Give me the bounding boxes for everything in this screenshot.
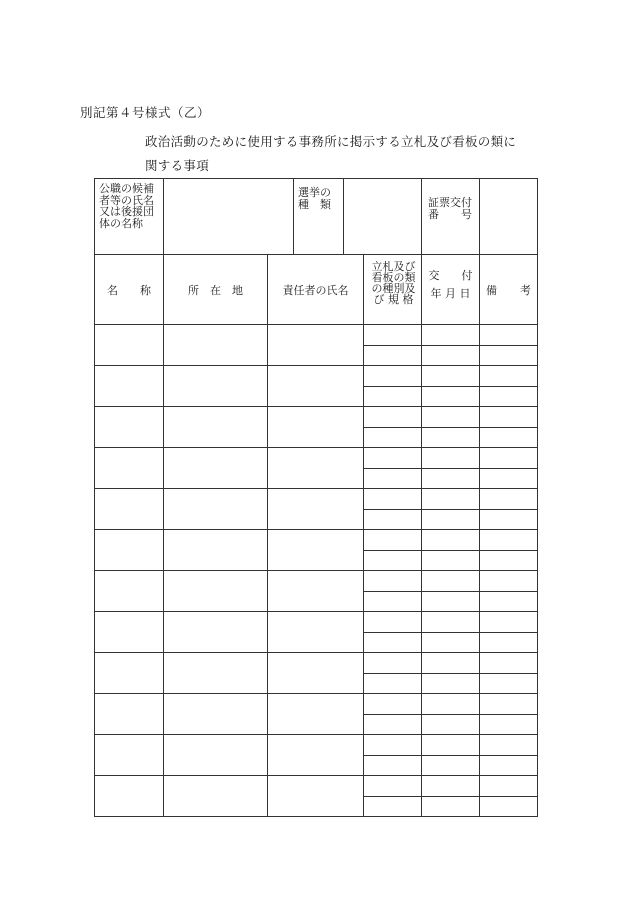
entry-name-cell[interactable] [95, 571, 164, 612]
entry-name-cell[interactable] [95, 407, 164, 448]
entry-kind-cell[interactable] [364, 366, 422, 387]
column-date-header: 交 付 年 月 日 [422, 255, 480, 325]
entry-kind-cell[interactable] [364, 489, 422, 510]
entry-note-cell[interactable] [480, 366, 538, 387]
entry-note-cell[interactable] [480, 591, 538, 612]
entry-location-cell[interactable] [164, 694, 268, 735]
entry-responsible-cell[interactable] [268, 448, 364, 489]
entry-note-cell[interactable] [480, 612, 538, 633]
entry-kind-cell[interactable] [364, 776, 422, 797]
entry-name-cell[interactable] [95, 612, 164, 653]
certificate-number-field[interactable] [480, 179, 538, 255]
election-type-label: 選挙の 種 類 [294, 179, 344, 255]
table-row [95, 694, 538, 715]
table-row [95, 325, 538, 346]
entry-name-cell[interactable] [95, 694, 164, 735]
entry-date-cell[interactable] [422, 673, 480, 694]
entry-location-cell[interactable] [164, 407, 268, 448]
entry-date-cell[interactable] [422, 345, 480, 366]
entry-location-cell[interactable] [164, 735, 268, 776]
form-title-line-1: 政治活動のために使用する事務所に掲示する立札及び看板の類に [145, 134, 517, 149]
candidate-name-label: 公職の候補 者等の氏名 又は後援団 体の名称 [95, 179, 164, 255]
entry-kind-cell[interactable] [364, 653, 422, 674]
entry-location-cell[interactable] [164, 489, 268, 530]
entry-date-cell[interactable] [422, 653, 480, 674]
entry-date-cell[interactable] [422, 591, 480, 612]
entry-date-cell[interactable] [422, 325, 480, 346]
entry-note-cell[interactable] [480, 386, 538, 407]
entry-note-cell[interactable] [480, 714, 538, 735]
entry-kind-cell[interactable] [364, 468, 422, 489]
entry-note-cell[interactable] [480, 776, 538, 797]
entry-kind-cell[interactable] [364, 735, 422, 756]
entry-note-cell[interactable] [480, 468, 538, 489]
column-responsible-header: 責任者の氏名 [268, 255, 364, 325]
entry-date-cell[interactable] [422, 407, 480, 428]
entry-date-cell[interactable] [422, 530, 480, 551]
table-row [95, 571, 538, 592]
column-kind-header: 立札及び 看板の類 の種別及 び 規 格 [364, 255, 422, 325]
column-name-header: 名 称 [95, 255, 164, 325]
entry-date-cell[interactable] [422, 468, 480, 489]
entry-name-cell[interactable] [95, 448, 164, 489]
entry-date-cell[interactable] [422, 386, 480, 407]
entry-name-cell[interactable] [95, 530, 164, 571]
entry-note-cell[interactable] [480, 653, 538, 674]
entry-date-cell[interactable] [422, 448, 480, 469]
table-row [95, 366, 538, 387]
entry-kind-cell[interactable] [364, 796, 422, 817]
entry-note-cell[interactable] [480, 735, 538, 756]
table-row [95, 612, 538, 633]
entry-note-cell[interactable] [480, 694, 538, 715]
entry-note-cell[interactable] [480, 448, 538, 469]
candidate-name-field[interactable] [164, 179, 294, 255]
entry-kind-cell[interactable] [364, 673, 422, 694]
entry-date-cell[interactable] [422, 735, 480, 756]
entry-responsible-cell[interactable] [268, 530, 364, 571]
entry-name-cell[interactable] [95, 325, 164, 366]
entry-note-cell[interactable] [480, 427, 538, 448]
entry-responsible-cell[interactable] [268, 612, 364, 653]
entry-note-cell[interactable] [480, 530, 538, 551]
entry-kind-cell[interactable] [364, 407, 422, 428]
entry-note-cell[interactable] [480, 632, 538, 653]
entry-date-cell[interactable] [422, 509, 480, 530]
entry-location-cell[interactable] [164, 325, 268, 366]
entry-date-cell[interactable] [422, 612, 480, 633]
entry-location-cell[interactable] [164, 366, 268, 407]
form-number: 別記第４号様式（乙） [80, 105, 211, 120]
entry-responsible-cell[interactable] [268, 571, 364, 612]
entry-kind-cell[interactable] [364, 345, 422, 366]
entry-kind-cell[interactable] [364, 571, 422, 592]
entry-responsible-cell[interactable] [268, 325, 364, 366]
entry-kind-cell[interactable] [364, 550, 422, 571]
entry-kind-cell[interactable] [364, 632, 422, 653]
entry-kind-cell[interactable] [364, 591, 422, 612]
entry-note-cell[interactable] [480, 325, 538, 346]
entry-date-cell[interactable] [422, 489, 480, 510]
table-row [95, 489, 538, 510]
entry-note-cell[interactable] [480, 571, 538, 592]
table-row [95, 735, 538, 756]
entry-location-cell[interactable] [164, 530, 268, 571]
table-row [95, 776, 538, 797]
form-title-line-2: 関する事項 [145, 158, 210, 173]
entry-responsible-cell[interactable] [268, 735, 364, 776]
entry-note-cell[interactable] [480, 673, 538, 694]
entry-kind-cell[interactable] [364, 755, 422, 776]
entry-location-cell[interactable] [164, 612, 268, 653]
entry-kind-cell[interactable] [364, 448, 422, 469]
entry-kind-cell[interactable] [364, 694, 422, 715]
entry-location-cell[interactable] [164, 653, 268, 694]
entry-date-cell[interactable] [422, 694, 480, 715]
entry-date-cell[interactable] [422, 776, 480, 797]
form-title [145, 130, 516, 178]
table-row [95, 448, 538, 469]
entry-responsible-cell[interactable] [268, 407, 364, 448]
entry-responsible-cell[interactable] [268, 776, 364, 817]
table-row [95, 407, 538, 428]
entry-note-cell[interactable] [480, 345, 538, 366]
entry-date-cell[interactable] [422, 550, 480, 571]
entry-name-cell[interactable] [95, 735, 164, 776]
table-row [95, 653, 538, 674]
entry-responsible-cell[interactable] [268, 489, 364, 530]
entry-responsible-cell[interactable] [268, 694, 364, 735]
entry-note-cell[interactable] [480, 509, 538, 530]
entry-name-cell[interactable] [95, 653, 164, 694]
table-row [95, 530, 538, 551]
entry-kind-cell[interactable] [364, 530, 422, 551]
entry-responsible-cell[interactable] [268, 653, 364, 694]
form-table [94, 178, 538, 817]
entry-date-cell[interactable] [422, 714, 480, 735]
entry-name-cell[interactable] [95, 366, 164, 407]
column-note-header: 備 考 [480, 255, 538, 325]
entry-date-cell[interactable] [422, 796, 480, 817]
entry-kind-cell[interactable] [364, 325, 422, 346]
entry-note-cell[interactable] [480, 755, 538, 776]
entry-name-cell[interactable] [95, 776, 164, 817]
entry-date-cell[interactable] [422, 632, 480, 653]
entry-kind-cell[interactable] [364, 427, 422, 448]
entry-kind-cell[interactable] [364, 509, 422, 530]
column-location-header: 所 在 地 [164, 255, 268, 325]
entry-date-cell[interactable] [422, 571, 480, 592]
entry-location-cell[interactable] [164, 571, 268, 612]
entry-kind-cell[interactable] [364, 612, 422, 633]
entry-note-cell[interactable] [480, 489, 538, 510]
entry-location-cell[interactable] [164, 448, 268, 489]
election-type-field[interactable] [344, 179, 422, 255]
entry-date-cell[interactable] [422, 366, 480, 387]
entry-kind-cell[interactable] [364, 386, 422, 407]
entry-responsible-cell[interactable] [268, 366, 364, 407]
entry-note-cell[interactable] [480, 407, 538, 428]
entry-date-cell[interactable] [422, 427, 480, 448]
entry-kind-cell[interactable] [364, 714, 422, 735]
entry-note-cell[interactable] [480, 796, 538, 817]
entry-date-cell[interactable] [422, 755, 480, 776]
certificate-number-label: 証票交付 番 号 [422, 179, 480, 255]
entry-name-cell[interactable] [95, 489, 164, 530]
entry-note-cell[interactable] [480, 550, 538, 571]
entry-location-cell[interactable] [164, 776, 268, 817]
